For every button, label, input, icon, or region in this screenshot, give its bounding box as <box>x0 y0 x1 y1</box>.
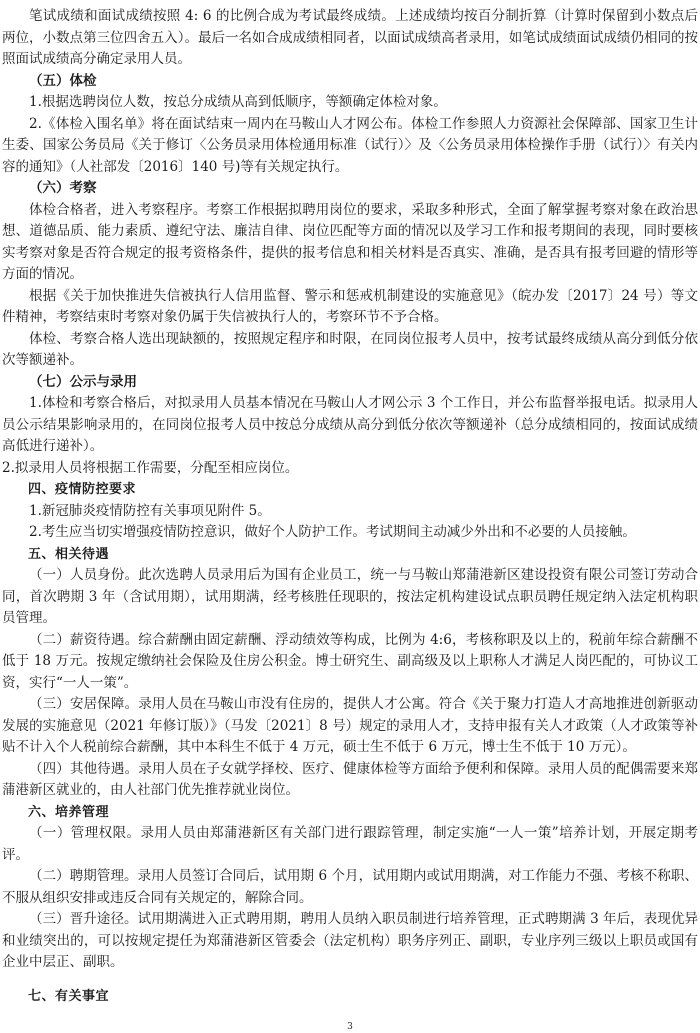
heading-5-benefits: 五、相关待遇 <box>28 546 110 562</box>
heading-6-inspection: （六）考察 <box>29 180 97 196</box>
heading-4-epidemic-prevention: 四、疫情防控要求 <box>28 482 137 497</box>
heading-5-physical-exam: （五）体检 <box>29 72 97 89</box>
heading-7-related-matters: 七、有关事宜 <box>28 988 110 1004</box>
paragraph-publicity-1: 1.体检和考察合格后，对拟录用人员基本情况在马鞍山人才网公示 3 个工作日，并公布监督举报电话。拟录用人员公示结果影响录用的，在同岗位报考人员中按总分成绩从高分到低分依次等额递补（总分成绩相同的，按面试成绩高低进行递补）。 <box>2 395 698 454</box>
paragraph-final-score: 笔试成绩和面试成绩按照 4: 6 的比例合成为考试最终成绩。上述成绩均按百分制折算（计算时保留到小数点后两位，小数点第三位四舍五入）。最后一名如合成成绩相同者，以面试成绩高者录用，如笔试成绩面试成绩仍相同的按照面试成绩高分确定录用人员。 <box>2 8 698 67</box>
paragraph-epidemic-1: 1.新冠肺炎疫情防控有关事项见附件 5。 <box>29 502 271 519</box>
paragraph-training-promotion: （三）晋升途径。试用期满进入正式聘用期，聘用人员纳入职员制进行培养管理，正式聘期满 3 年后，表现优异和业绩突出的，可以按规定提任为郑蒲港新区管委会（法定机构）职务序列正、副职，专业序列三级以上职员或国有企业中层正、副职。 <box>2 911 698 970</box>
page-number: 3 <box>347 1022 353 1032</box>
heading-6-training-management: 六、培养管理 <box>28 804 110 820</box>
paragraph-exam-2: 2.《体检入围名单》将在面试结束一周内在马鞍山人才网公布。体检工作参照人力资源社会保障部、国家卫生计生委、国家公务员局《关于修订〈公务员录用体检通用标准（试行）〉及〈公务员录用体检操作手册（试行）〉有关内容的通知》（人社部发〔2016〕140 号)等有关规定执行。 <box>2 115 698 175</box>
paragraph-benefits-housing: （三）安居保障。录用人员在马鞍山市没有住房的，提供人才公寓。符合《关于聚力打造人才高地推进创新驱动发展的实施意见（2021 年修订版）》（马发〔2021〕8 号）规定的录用人才，支持申报有关人才政策（人才政策等补贴不计入个人税前综合薪酬，其中本科生不低于 4 万元，硕士生不低于 6 万元，博士生不低于 10 万元）。 <box>2 696 698 755</box>
heading-7-publicity-employment: （七）公示与录用 <box>29 373 137 390</box>
paragraph-benefits-salary: （二）薪资待遇。综合薪酬由固定薪酬、浮动绩效等构成，比例为 4:6，考核称职及以上的，税前年综合薪酬不低于 18 万元。按规定缴纳社会保险及住房公积金。博士研究生、副高级及以上职称人才满足人岗匹配的，可协议工资，实行“一人一策”。 <box>2 631 698 691</box>
paragraph-exam-1: 1.根据选聘岗位人数，按总分成绩从高到低顺序，等额确定体检对象。 <box>29 94 447 110</box>
paragraph-benefits-other: （四）其他待遇。录用人员在子女就学择校、医疗、健康体检等方面给予便利和保障。录用人员的配偶需要来郑蒲港新区就业的，由人社部门优先推荐就业岗位。 <box>2 760 698 798</box>
paragraph-benefits-identity: （一）人员身份。此次选聘人员录用后为国有企业员工，统一与马鞍山郑蒲港新区建设投资有限公司签订劳动合同，首次聘期 3 年（含试用期），试用期满，经考核胜任现职的，按法定机构建设试点职员聘任规定纳入法定机构职员管理。 <box>2 567 698 626</box>
paragraph-publicity-2: 2.拟录用人员将根据工作需要，分配至相应岗位。 <box>2 459 299 476</box>
paragraph-training-term: （二）聘期管理。录用人员签订合同后，试用期 6 个月，试用期内或试用期满，对工作能力不强、考核不称职、不服从组织安排或违反合同有关规定的，解除合同。 <box>2 868 698 906</box>
paragraph-inspection-3: 体检、考察合格人选出现缺额的，按照规定程序和时限，在同岗位报考人员中，按考试最终成绩从高分到低分依次等额递补。 <box>2 330 698 368</box>
paragraph-inspection-2: 根据《关于加快推进失信被执行人信用监督、警示和惩戒机制建设的实施意见》（皖办发〔2017〕24 号）等文件精神，考察结束时考察对象仍属于失信被执行人的，考察环节不予合格。 <box>2 287 698 325</box>
paragraph-training-authority: （一）管理权限。录用人员由郑蒲港新区有关部门进行跟踪管理，制定实施“一人一策”培养计划，开展定期考评。 <box>2 825 698 863</box>
paragraph-epidemic-2: 2.考生应当切实增强疫情防控意识，做好个人防护工作。考试期间主动减少外出和不必要的人员接触。 <box>29 524 636 540</box>
document-body <box>2 6 698 1007</box>
paragraph-inspection-1: 体检合格者，进入考察程序。考察工作根据拟聘用岗位的要求，采取多种形式，全面了解掌握考察对象在政治思想、道德品质、能力素质、遵纪守法、廉洁自律、岗位匹配等方面的情况以及学习工作和报考期间的表现，同时要核实考察对象是否符合规定的报考资格条件，提供的报考信息和相关材料是否真实、准确，是否具有报考回避的情形等方面的情况。 <box>2 201 698 282</box>
